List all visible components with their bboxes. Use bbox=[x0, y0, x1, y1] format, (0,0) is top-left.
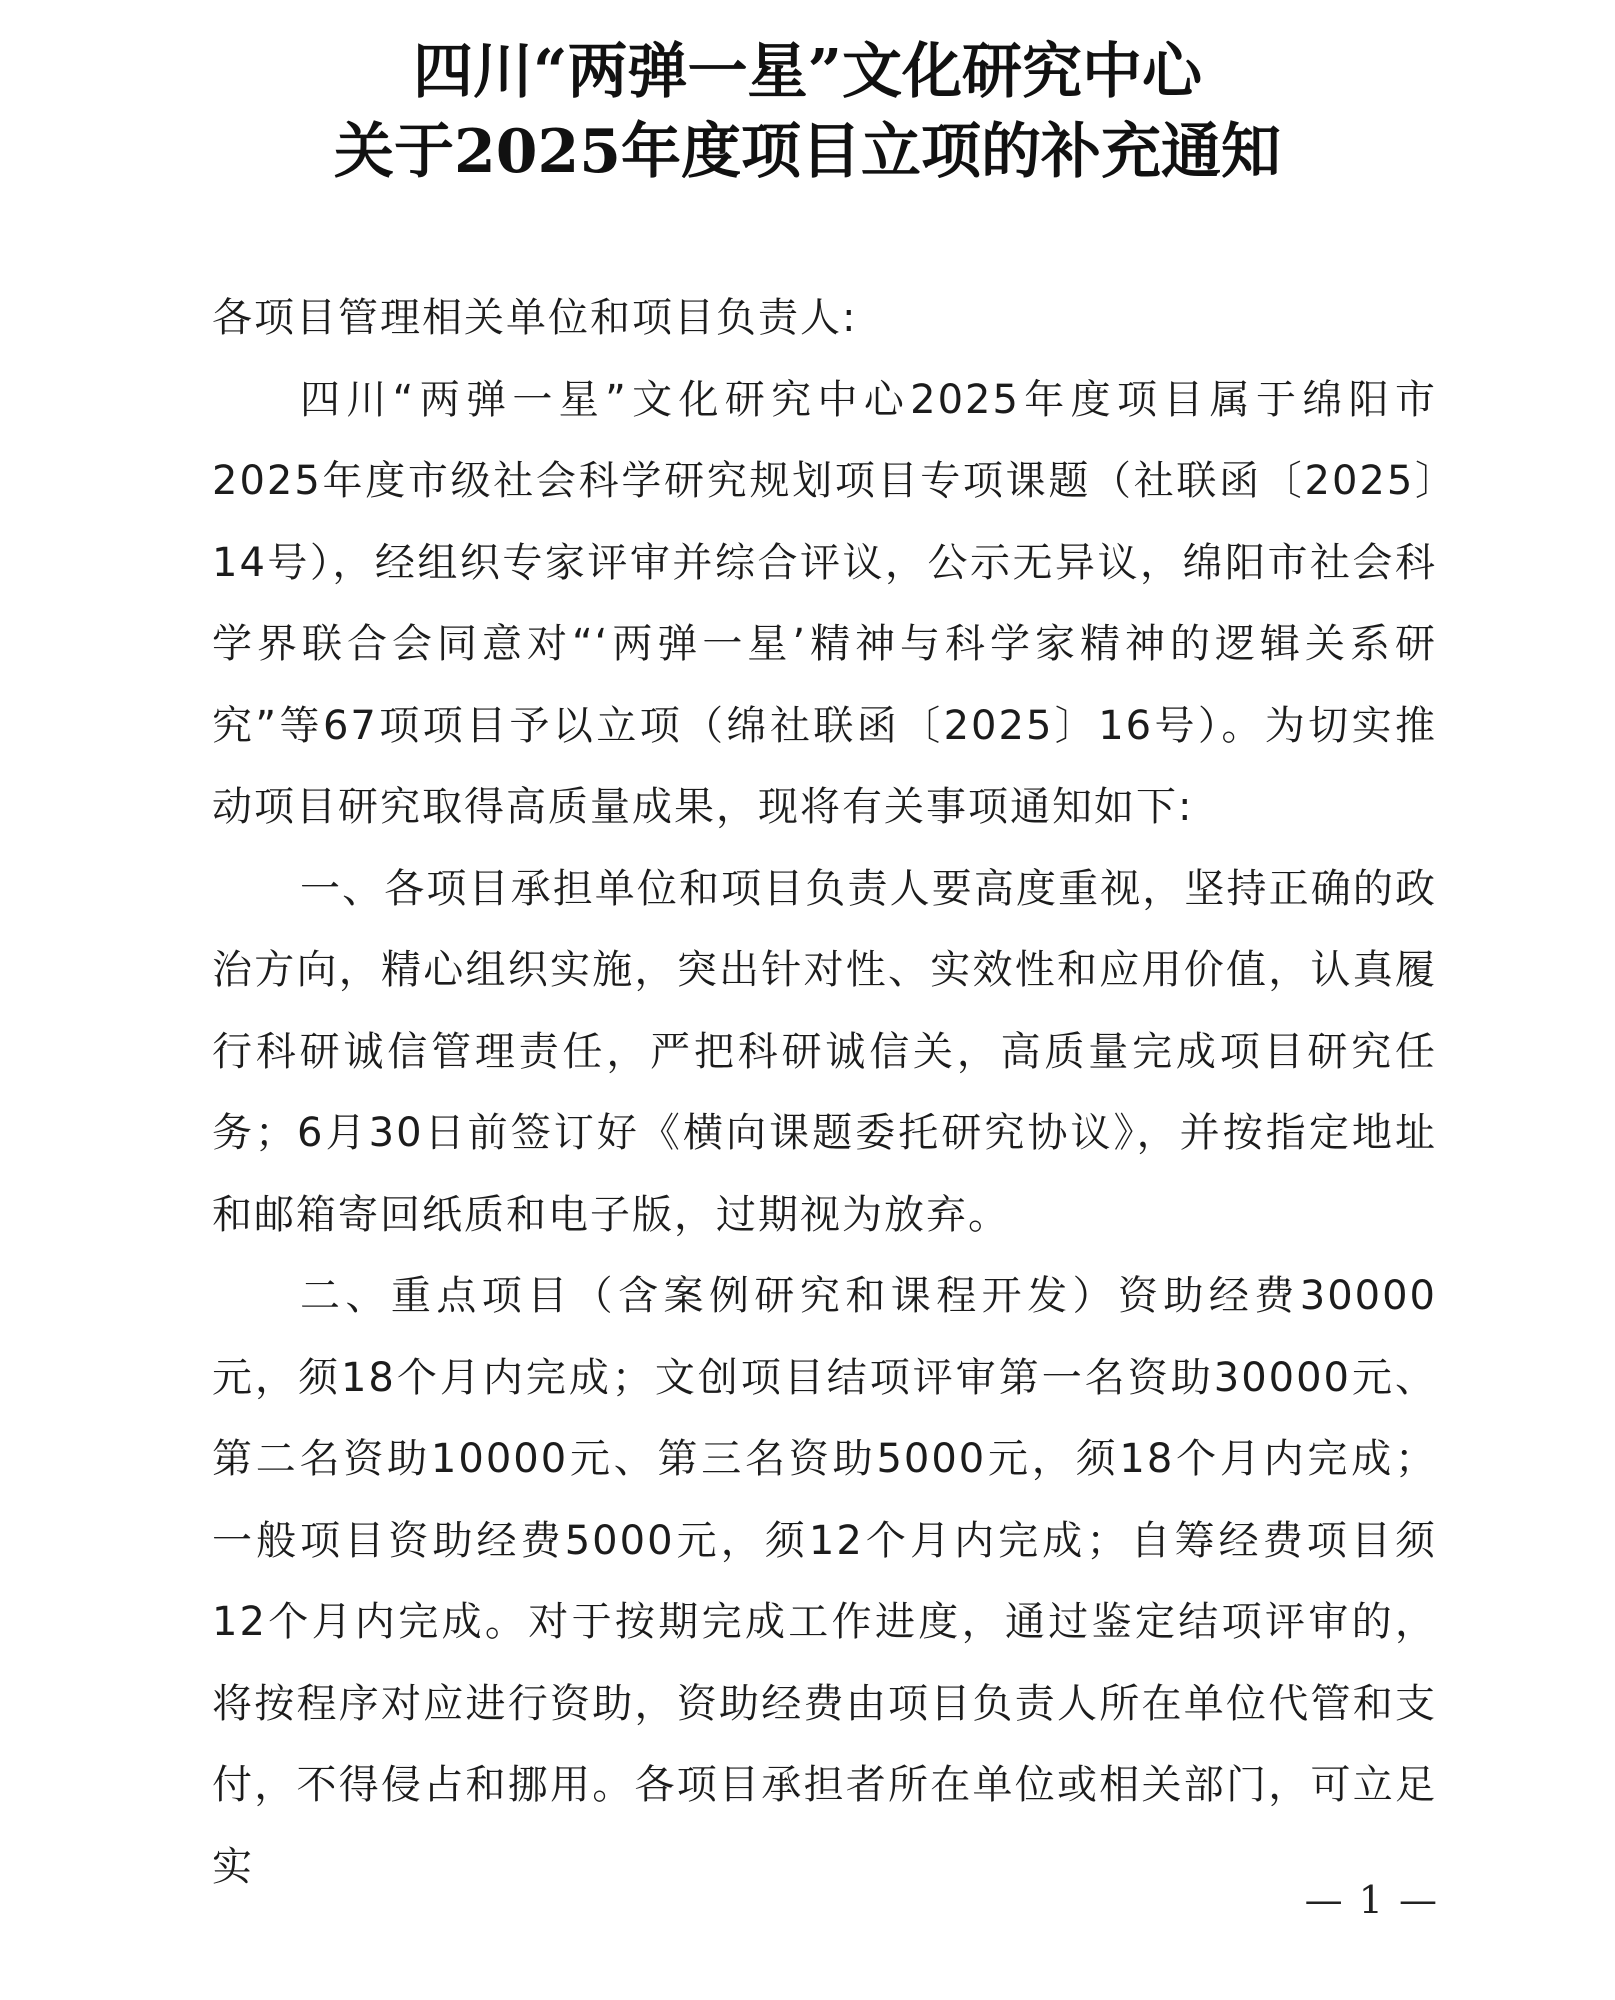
paragraph-item-2: 二、重点项目（含案例研究和课程开发）资助经费30000元，须18个月内完成；文创项目结项评审第一名资助30000元、第二名资助10000元、第三名资助5000元，须18个月内完成；一般项目资助经费5000元，须12个月内完成；自筹经费项目须12个月内完成。对于按期完成工作进度，通过鉴定结项评审的，将按程序对应进行资助，资助经费由项目负责人所在单位代管和支付，不得侵占和挪用。各项目承担者所在单位或相关部门，可立足实 bbox=[212, 1273, 1437, 1890]
salutation: 各项目管理相关单位和项目负责人: bbox=[212, 295, 858, 341]
page-number: — 1 — bbox=[1304, 1878, 1439, 1922]
document-title-line-1: 四川“两弹一星”文化研究中心 bbox=[412, 37, 1203, 107]
document-title-line-2: 关于2025年度项目立项的补充通知 bbox=[334, 117, 1281, 187]
document-body bbox=[212, 278, 1437, 1908]
paragraph-intro: 四川“两弹一星”文化研究中心2025年度项目属于绵阳市2025年度市级社会科学研究规划项目专项课题（社联函〔2025〕14号），经组织专家评审并综合评议，公示无异议，绵阳市社会科学界联合会同意对“‘两弹一星’精神与科学家精神的逻辑关系研究”等67项项目予以立项（绵社联函〔2025〕16号）。为切实推动项目研究取得高质量成果，现将有关事项通知如下: bbox=[212, 376, 1437, 830]
paragraph-item-1: 一、各项目承担单位和项目负责人要高度重视，坚持正确的政治方向，精心组织实施，突出针对性、实效性和应用价值，认真履行科研诚信管理责任，严把科研诚信关，高质量完成项目研究任务；6月30日前签订好《横向课题委托研究协议》，并按指定地址和邮箱寄回纸质和电子版，过期视为放弃。 bbox=[212, 865, 1437, 1238]
